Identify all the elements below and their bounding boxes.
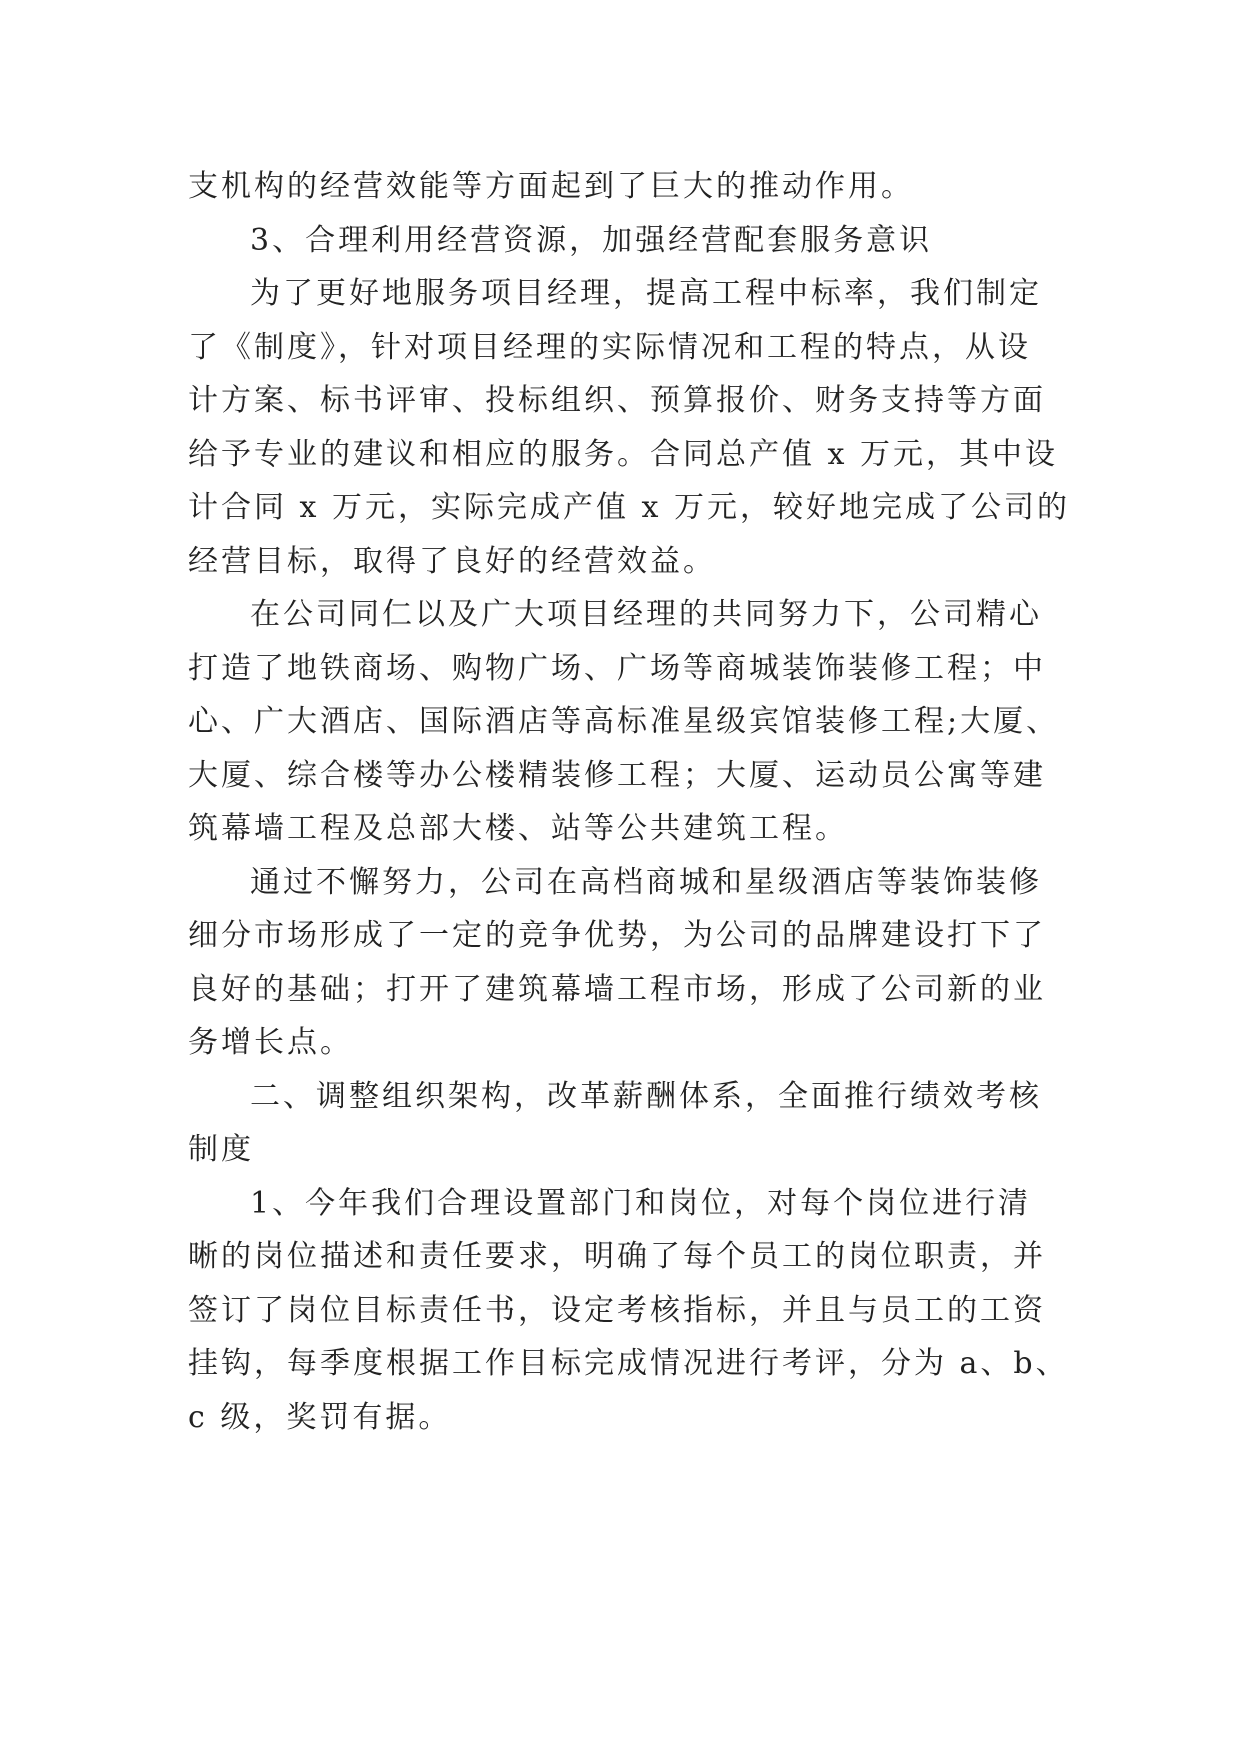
- text-line: 务增长点。: [188, 1025, 353, 1060]
- text-line: 计方案、标书评审、投标组织、预算报价、财务支持等方面: [188, 383, 1046, 418]
- text-line: 经营目标，取得了良好的经营效益。: [188, 543, 716, 579]
- document-body: [188, 160, 1070, 1444]
- text-line: 为了更好地服务项目经理，提高工程中标率，我们制定: [250, 276, 1042, 311]
- text-line: 支机构的经营效能等方面起到了巨大的推动作用。: [188, 169, 914, 204]
- text-line: 1、今年我们合理设置部门和岗位，对每个岗位进行清: [250, 1185, 1032, 1221]
- text-line: 通过不懈努力，公司在高档商城和星级酒店等装饰装修: [250, 864, 1042, 900]
- text-line: 计合同 x 万元，实际完成产值 x 万元，较好地完成了公司的: [188, 490, 1070, 525]
- text-line: 细分市场形成了一定的竞争优势，为公司的品牌建设打下了: [188, 918, 1046, 953]
- text-line: 了《制度》，针对项目经理的实际情况和工程的特点，从设: [188, 329, 1031, 365]
- text-line: 打造了地铁商场、购物广场、广场等商城装饰装修工程；中: [188, 650, 1046, 686]
- text-line: 在公司同仁以及广大项目经理的共同努力下，公司精心: [250, 597, 1042, 632]
- text-line: 给予专业的建议和相应的服务。合同总产值 x 万元，其中设: [188, 436, 1058, 472]
- text-line: 签订了岗位目标责任书，设定考核指标，并且与员工的工资: [188, 1292, 1046, 1328]
- text-line: 大厦、综合楼等办公楼精装修工程；大厦、运动员公寓等建: [188, 757, 1046, 793]
- section-heading: 二、调整组织架构，改革薪酬体系，全面推行绩效考核: [250, 1078, 1042, 1114]
- section-heading: 3、合理利用经营资源，加强经营配套服务意识: [250, 222, 933, 258]
- text-line: 晰的岗位描述和责任要求，明确了每个员工的岗位职责，并: [188, 1239, 1046, 1274]
- section-heading: 制度: [188, 1132, 254, 1167]
- text-line: 良好的基础；打开了建筑幕墙工程市场，形成了公司新的业: [188, 971, 1046, 1007]
- text-line: 筑幕墙工程及总部大楼、站等公共建筑工程。: [188, 811, 848, 846]
- text-line: 挂钩，每季度根据工作目标完成情况进行考评，分为 a、b、: [188, 1346, 1069, 1381]
- text-line: c 级，奖罚有据。: [188, 1399, 452, 1435]
- text-line: 心、广大酒店、国际酒店等高标准星级宾馆装修工程;大厦、: [188, 704, 1060, 739]
